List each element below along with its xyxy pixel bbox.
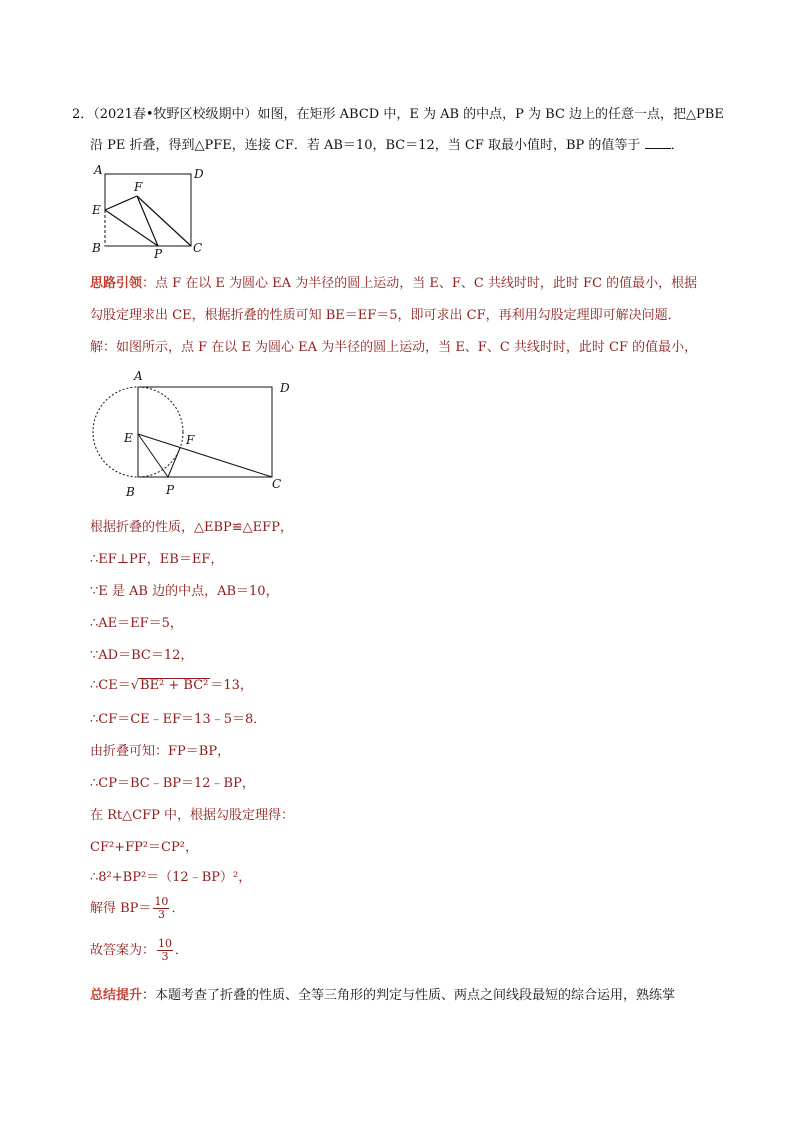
step-11: CF²+FP²＝CP²，	[90, 840, 198, 855]
hint-line-1	[90, 272, 697, 291]
step-4: ∴AE＝EF＝5，	[90, 616, 183, 631]
step-9: ∴CP＝BC﹣BP＝12﹣BP，	[90, 776, 255, 791]
fraction-bp	[153, 896, 169, 921]
fraction-answer-denominator: 3	[161, 950, 169, 963]
problem-line-2-text: 沿 PE 折叠，得到△PFE，连接 CF．若 AB＝10，BC＝12，当 CF 取最小值时，BP 的值等于	[90, 138, 641, 153]
summary-line	[90, 984, 675, 1003]
step-5: ∵AD＝BC＝12，	[90, 648, 194, 663]
figure-1-rectangle	[86, 162, 216, 258]
step-6-lhs: ∴CE＝	[90, 678, 131, 693]
step-14-text: 故答案为：	[90, 943, 156, 958]
hint-line-2: 勾股定理求出 CE，根据折叠的性质可知 BE＝EF＝5，即可求出 CF，再利用勾股定理即可解决问题．	[90, 308, 681, 323]
step-14	[90, 938, 188, 963]
segment-ef	[105, 196, 137, 210]
label-e: E	[92, 203, 101, 217]
step-13-text: 解得 BP＝	[90, 901, 152, 916]
label-a: A	[94, 163, 103, 177]
rect-abcd	[105, 174, 191, 246]
hint-tag: 思路引领	[90, 276, 143, 291]
step-10: 在 Rt△CFP 中，根据勾股定理得：	[90, 808, 294, 823]
label-c-2: C	[272, 477, 282, 491]
label-p: P	[154, 247, 163, 258]
label-p-2: P	[166, 483, 175, 497]
fraction-answer	[157, 938, 173, 963]
segment-ep-2	[138, 434, 168, 477]
step-12: ∴8²+BP²＝（12﹣BP）²，	[90, 870, 252, 885]
problem-line-2	[90, 134, 684, 153]
label-e-2: E	[124, 431, 133, 445]
step-7: ∴CF＝CE﹣EF＝13﹣5＝8．	[90, 712, 267, 727]
segment-fp-2	[168, 448, 180, 477]
problem-line-1: 2．（2021春•牧野区校级期中）如图，在矩形 ABCD 中，E 为 AB 的中点，P 为 BC 边上的任意一点，把△PBE	[72, 107, 724, 122]
label-f: F	[134, 180, 143, 194]
label-d: D	[194, 167, 204, 181]
solution-intro: 解：如图所示，点 F 在以 E 为圆心 EA 为半径的圆上运动，当 E、F、C 共线时时，此时 CF 的值最小，	[90, 340, 698, 355]
step-14-end: ．	[175, 943, 189, 958]
step-6-rhs: ＝13，	[210, 678, 253, 693]
sqrt-sign: √	[130, 678, 140, 693]
summary-text: ：本题考查了折叠的性质、全等三角形的判定与性质、两点之间线段最短的综合运用，熟练掌	[142, 988, 676, 1003]
label-a-2: A	[134, 369, 143, 383]
figure-2-circle-diagram	[86, 362, 296, 502]
step-13-end: ．	[171, 901, 185, 916]
step-3: ∵E 是 AB 边的中点，AB＝10，	[90, 584, 279, 599]
fraction-denominator: 3	[157, 908, 165, 921]
answer-blank	[645, 138, 671, 149]
step-6	[90, 674, 253, 693]
label-d-2: D	[280, 381, 290, 395]
hint-text-1: ：点 F 在以 E 为圆心 EA 为半径的圆上运动，当 E、F、C 共线时时，此时 FC 的值最小，根据	[142, 276, 698, 291]
segment-ec	[138, 434, 272, 477]
summary-tag: 总结提升	[90, 988, 143, 1003]
fraction-numerator: 10	[154, 895, 169, 908]
sqrt-radicand: BE² + BC²	[140, 678, 209, 693]
problem-line-2-end: ．	[670, 138, 684, 153]
label-f-2: F	[186, 433, 195, 447]
label-b: B	[92, 241, 101, 255]
step-2: ∴EF⊥PF，EB＝EF，	[90, 552, 224, 567]
step-1: 根据折叠的性质，△EBP≌△EFP，	[90, 520, 293, 535]
label-c: C	[193, 241, 203, 255]
label-b-2: B	[126, 485, 135, 499]
step-13	[90, 896, 184, 921]
segment-fc	[137, 196, 191, 246]
fraction-answer-numerator: 10	[158, 937, 173, 950]
step-8: 由折叠可知：FP＝BP，	[90, 744, 231, 759]
